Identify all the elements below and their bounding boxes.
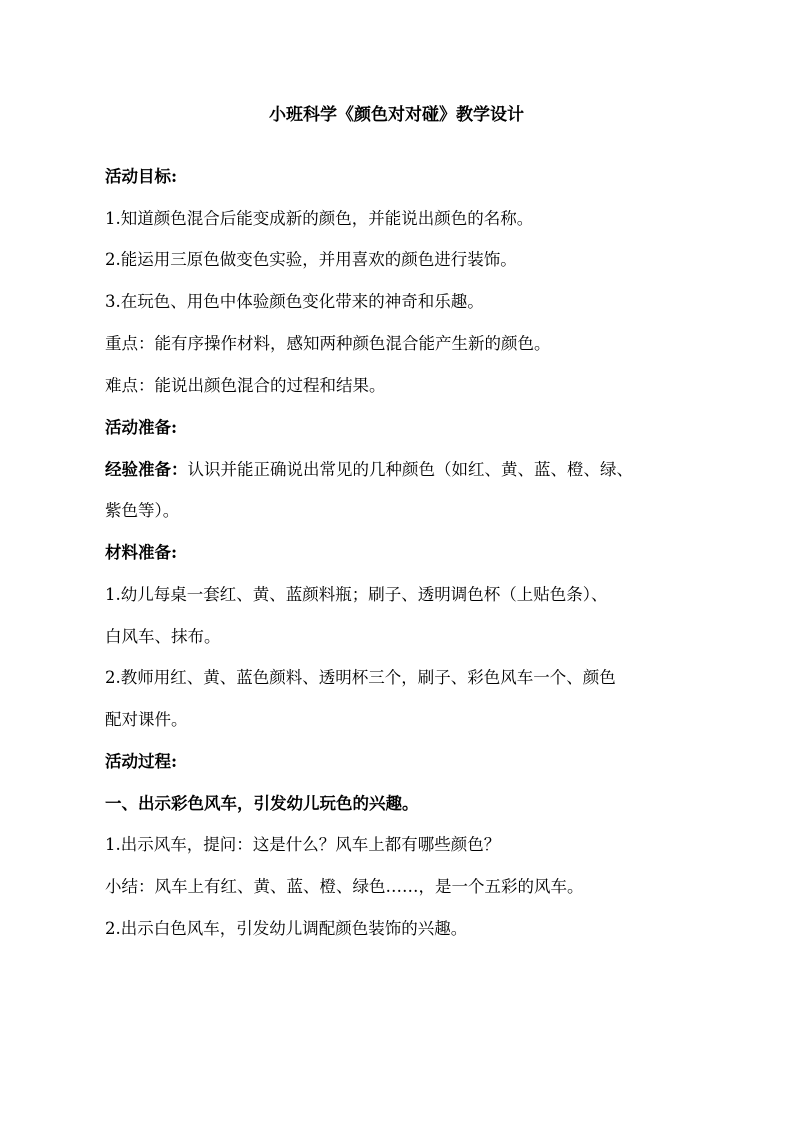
process-heading: 活动过程: xyxy=(105,752,178,771)
prep-heading: 活动准备: xyxy=(105,418,178,437)
difficulty: 难点：能说出颜色混合的过程和结果。 xyxy=(105,376,386,395)
materials-heading: 材料准备: xyxy=(105,543,178,562)
step-2: 2.出示白色风车，引发幼儿调配颜色装饰的兴趣。 xyxy=(105,919,468,938)
material-1: 1.幼儿每桌一套红、黄、蓝颜料瓶；刷子、透明调色杯（上贴色条）、 xyxy=(105,585,608,604)
step-1: 1.出示风车，提问：这是什么？风车上都有哪些颜色？ xyxy=(105,835,501,854)
experience-label: 经验准备： xyxy=(105,460,188,479)
experience-prep xyxy=(105,458,705,482)
material-2-continued: 配对课件。 xyxy=(105,710,188,729)
goal-3: 3.在玩色、用色中体验颜色变化带来的神奇和乐趣。 xyxy=(105,292,484,311)
goal-1: 1.知道颜色混合后能变成新的颜色，并能说出颜色的名称。 xyxy=(105,209,534,228)
experience-text: 认识并能正确说出常见的几种颜色（如红、黄、蓝、橙、绿、 xyxy=(187,460,633,479)
summary: 小结：风车上有红、黄、蓝、橙、绿色……，是一个五彩的风车。 xyxy=(105,877,584,896)
key-point: 重点：能有序操作材料，感知两种颜色混合能产生新的颜色。 xyxy=(105,334,551,353)
experience-text-continued: 紫色等）。 xyxy=(105,501,180,520)
material-2: 2.教师用红、黄、蓝色颜料、透明杯三个，刷子、彩色风车一个、颜色 xyxy=(105,668,616,687)
document-title: 小班科学《颜色对对碰》教学设计 xyxy=(269,105,524,125)
goals-heading: 活动目标: xyxy=(105,167,178,186)
material-1-continued: 白风车、抹布。 xyxy=(105,627,221,646)
goal-2: 2.能运用三原色做变色实验，并用喜欢的颜色进行装饰。 xyxy=(105,250,517,269)
section-1-heading: 一、出示彩色风车，引发幼儿玩色的兴趣。 xyxy=(105,794,419,813)
